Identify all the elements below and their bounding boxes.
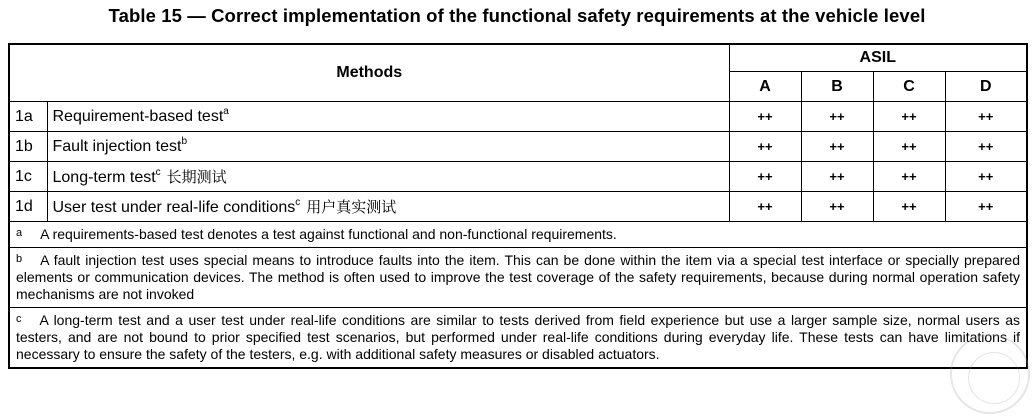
chinese-annotation: 长期测试: [166, 168, 227, 186]
footnote-ref: c: [295, 197, 301, 208]
asil-b-value: ++: [801, 132, 873, 162]
table-row: [9, 102, 1027, 132]
asil-level-c: C: [873, 72, 945, 102]
methods-header: Methods: [9, 44, 729, 102]
asil-methods-table: [8, 43, 1028, 369]
method-name: [47, 192, 729, 222]
footnote-row: [9, 222, 1027, 248]
method-id: 1d: [9, 192, 47, 222]
asil-level-b: B: [801, 72, 873, 102]
method-name-text: Long-term test: [52, 169, 156, 186]
footnote-a: [9, 222, 1027, 248]
asil-level-d: D: [945, 72, 1027, 102]
asil-a-value: ++: [729, 192, 801, 222]
method-name: [47, 102, 729, 132]
asil-d-value: ++: [945, 162, 1027, 192]
chinese-annotation: 用户真实测试: [306, 198, 397, 216]
asil-c-value: ++: [873, 192, 945, 222]
method-id: 1a: [9, 102, 47, 132]
footnote-c: [9, 308, 1027, 369]
table-row: [9, 192, 1027, 222]
asil-d-value: ++: [945, 132, 1027, 162]
footnote-row: [9, 248, 1027, 308]
asil-a-value: ++: [729, 102, 801, 132]
footnote-ref: c: [155, 167, 161, 178]
asil-b-value: ++: [801, 192, 873, 222]
footnote-row: [9, 308, 1027, 369]
method-name-text: Fault injection test: [52, 137, 182, 155]
method-id: 1c: [9, 162, 47, 192]
table-header-row: [9, 44, 1027, 72]
method-name-text: User test under real-life conditions: [52, 199, 296, 216]
method-id: 1b: [9, 132, 47, 162]
footnote-mark: c: [16, 313, 22, 325]
footnote-mark: b: [16, 253, 23, 265]
asil-d-value: ++: [945, 192, 1027, 222]
asil-header: ASIL: [729, 44, 1027, 72]
table-row: [9, 162, 1027, 192]
footnote-b: [9, 248, 1027, 308]
asil-a-value: ++: [729, 132, 801, 162]
asil-level-a: A: [729, 72, 801, 102]
method-name: [47, 132, 729, 162]
asil-a-value: ++: [729, 162, 801, 192]
table-caption: Table 15 — Correct implementation of the functional safety requirements at the vehicle level: [108, 5, 926, 26]
method-name: [47, 162, 729, 192]
method-name-text: Requirement-based test: [52, 107, 224, 125]
asil-c-value: ++: [873, 162, 945, 192]
footnote-mark: a: [16, 227, 23, 239]
asil-b-value: ++: [801, 102, 873, 132]
footnote-text: A fault injection test uses special means to introduce faults into the item. This can be done within the item via a special test interface or specially prepared elements or communication devices. The method is often used to improve the test coverage of the safety requirements, because during normal operation safety mechanisms are not invoked: [16, 252, 1021, 302]
footnote-text: A requirements-based test denotes a test against functional and non-functional requirements.: [40, 226, 617, 242]
asil-d-value: ++: [945, 102, 1027, 132]
footnote-text: A long-term test and a user test under real-life conditions are similar to tests derived from field experience but use a larger sample size, normal users as testers, and are not bound to prior specified test scenarios, but performed under real-life conditions during everyday life. These tests can have limitations if necessary to ensure the safety of the testers, e.g. with additional safety measures or disabled actuators.: [16, 312, 1021, 362]
asil-c-value: ++: [873, 132, 945, 162]
footnote-ref: b: [181, 135, 188, 147]
footnote-ref: a: [223, 105, 229, 117]
asil-c-value: ++: [873, 102, 945, 132]
watermark-inner-ring-icon: [968, 352, 1020, 404]
asil-b-value: ++: [801, 162, 873, 192]
table-row: [9, 132, 1027, 162]
